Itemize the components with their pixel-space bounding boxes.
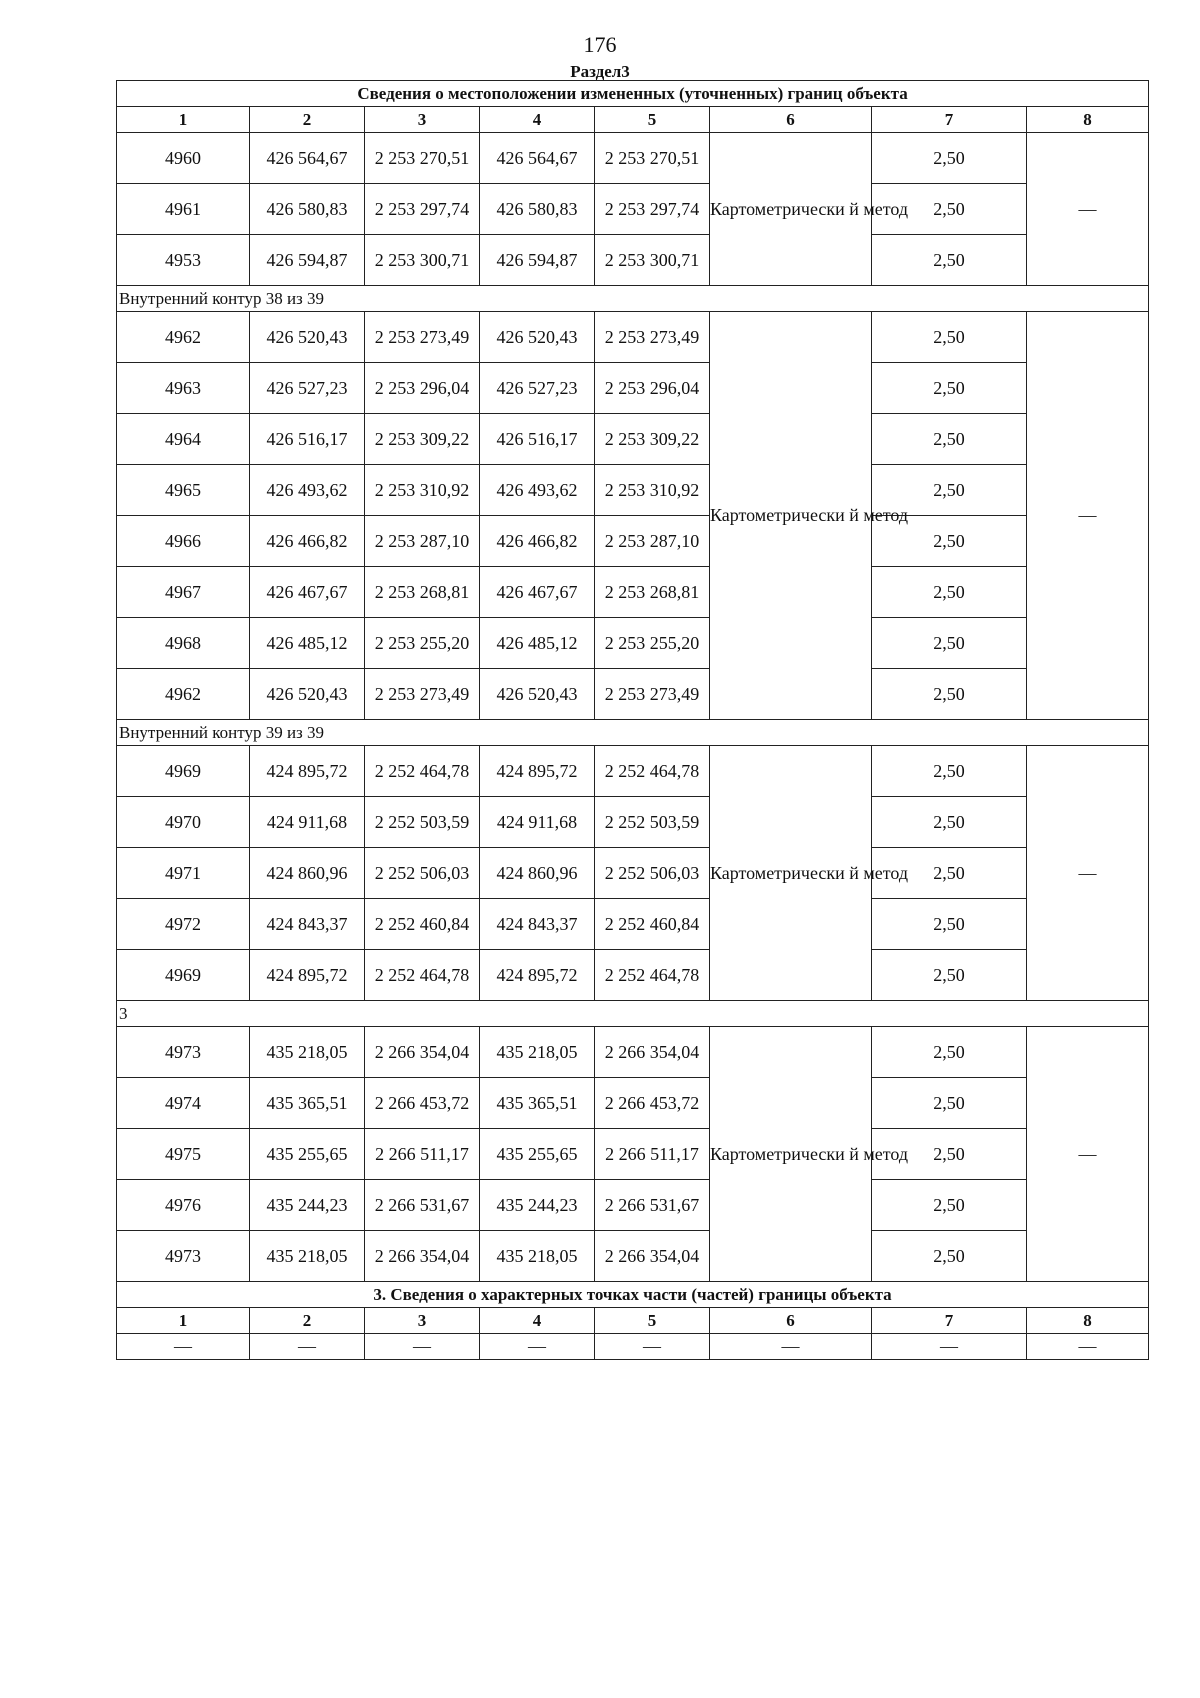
coordinate-cell: 2 253 268,81 (365, 567, 480, 618)
column-header: 3 (365, 1308, 480, 1334)
column-header: 5 (595, 107, 710, 133)
method-cell: Картометрически й метод (710, 746, 872, 1001)
coordinate-cell: 2 253 273,49 (365, 669, 480, 720)
accuracy-cell: 2,50 (872, 669, 1027, 720)
coordinate-cell: 426 467,67 (480, 567, 595, 618)
coordinate-cell: 426 594,87 (250, 235, 365, 286)
accuracy-cell: 2,50 (872, 567, 1027, 618)
coordinate-cell: 2 253 273,49 (595, 669, 710, 720)
coordinate-cell: 2 266 354,04 (365, 1027, 480, 1078)
table-row (117, 1129, 1149, 1180)
table-row (117, 465, 1149, 516)
coordinate-cell: 426 493,62 (250, 465, 365, 516)
column-header: 8 (1027, 107, 1149, 133)
coordinate-cell: 424 860,96 (480, 848, 595, 899)
coordinate-cell: 426 516,17 (480, 414, 595, 465)
accuracy-cell: 2,50 (872, 133, 1027, 184)
coordinate-cell: 426 485,12 (250, 618, 365, 669)
coordinate-cell: 2 266 453,72 (595, 1078, 710, 1129)
point-number: 4970 (117, 797, 250, 848)
coordinate-cell: 426 564,67 (480, 133, 595, 184)
point-number: 4962 (117, 669, 250, 720)
dash-cell: — (250, 1334, 365, 1360)
accuracy-cell: 2,50 (872, 516, 1027, 567)
coordinate-cell: 2 253 270,51 (595, 133, 710, 184)
table-row (117, 1078, 1149, 1129)
coordinate-cell: 426 520,43 (480, 312, 595, 363)
coordinate-cell: 435 218,05 (250, 1027, 365, 1078)
coordinate-cell: 2 266 354,04 (365, 1231, 480, 1282)
coordinate-cell: 2 252 460,84 (595, 899, 710, 950)
column-header: 1 (117, 1308, 250, 1334)
coordinate-cell: 435 218,05 (250, 1231, 365, 1282)
coordinate-cell: 2 266 354,04 (595, 1027, 710, 1078)
point-number: 4964 (117, 414, 250, 465)
contour-label-row (117, 720, 1149, 746)
coordinate-cell: 2 253 273,49 (595, 312, 710, 363)
accuracy-cell: 2,50 (872, 950, 1027, 1001)
point-number: 4969 (117, 746, 250, 797)
table-row (117, 235, 1149, 286)
column-header-row (117, 107, 1149, 133)
contour-label: Внутренний контур 38 из 39 (117, 286, 1149, 312)
method-cell: Картометрически й метод (710, 133, 872, 286)
coordinate-cell: 426 520,43 (250, 669, 365, 720)
coordinate-cell: 2 253 287,10 (595, 516, 710, 567)
coordinate-cell: 2 252 464,78 (595, 950, 710, 1001)
coordinate-cell: 2 252 506,03 (365, 848, 480, 899)
coordinate-cell: 424 843,37 (250, 899, 365, 950)
col8-cell: — (1027, 746, 1149, 1001)
coordinate-cell: 2 253 300,71 (595, 235, 710, 286)
accuracy-cell: 2,50 (872, 1231, 1027, 1282)
point-number: 4960 (117, 133, 250, 184)
coordinate-cell: 426 485,12 (480, 618, 595, 669)
coordinate-cell: 426 527,23 (250, 363, 365, 414)
coordinate-cell: 426 527,23 (480, 363, 595, 414)
dash-cell: — (365, 1334, 480, 1360)
point-number: 4973 (117, 1027, 250, 1078)
coordinate-cell: 435 218,05 (480, 1027, 595, 1078)
coordinate-cell: 435 365,51 (250, 1078, 365, 1129)
accuracy-cell: 2,50 (872, 363, 1027, 414)
coordinate-cell: 2 253 309,22 (365, 414, 480, 465)
coordinate-cell: 2 253 296,04 (595, 363, 710, 414)
table-row (117, 567, 1149, 618)
point-number: 4953 (117, 235, 250, 286)
section3-header-row (117, 1308, 1149, 1334)
accuracy-cell: 2,50 (872, 184, 1027, 235)
coordinate-cell: 2 252 464,78 (365, 950, 480, 1001)
coordinate-cell: 2 266 531,67 (365, 1180, 480, 1231)
coordinate-cell: 426 520,43 (480, 669, 595, 720)
accuracy-cell: 2,50 (872, 414, 1027, 465)
coordinate-cell: 426 467,67 (250, 567, 365, 618)
coordinate-cell: 424 911,68 (480, 797, 595, 848)
point-number: 4966 (117, 516, 250, 567)
method-cell: Картометрически й метод (710, 1027, 872, 1282)
coordinate-cell: 424 843,37 (480, 899, 595, 950)
accuracy-cell: 2,50 (872, 1027, 1027, 1078)
table-row (117, 312, 1149, 363)
coordinate-cell: 2 266 354,04 (595, 1231, 710, 1282)
coordinate-cell: 426 564,67 (250, 133, 365, 184)
accuracy-cell: 2,50 (872, 312, 1027, 363)
coordinate-cell: 435 255,65 (250, 1129, 365, 1180)
column-header: 8 (1027, 1308, 1149, 1334)
point-number: 4962 (117, 312, 250, 363)
coordinate-cell: 2 253 300,71 (365, 235, 480, 286)
coordinate-cell: 2 266 511,17 (595, 1129, 710, 1180)
table-row (117, 1231, 1149, 1282)
coordinate-cell: 2 266 531,67 (595, 1180, 710, 1231)
accuracy-cell: 2,50 (872, 899, 1027, 950)
section3-row (117, 1334, 1149, 1360)
coordinate-cell: 435 365,51 (480, 1078, 595, 1129)
point-number: 4963 (117, 363, 250, 414)
coordinate-cell: 2 252 503,59 (595, 797, 710, 848)
dash-cell: — (710, 1334, 872, 1360)
coordinate-cell: 424 911,68 (250, 797, 365, 848)
table-row (117, 848, 1149, 899)
section-label: Раздел3 (570, 62, 630, 81)
point-number: 4975 (117, 1129, 250, 1180)
coordinate-cell: 424 895,72 (480, 746, 595, 797)
table-row (117, 618, 1149, 669)
table-row (117, 414, 1149, 465)
coordinate-cell: 2 253 287,10 (365, 516, 480, 567)
contour-label: Внутренний контур 39 из 39 (117, 720, 1149, 746)
dash-cell: — (1027, 1334, 1149, 1360)
column-header: 4 (480, 107, 595, 133)
dash-cell: — (595, 1334, 710, 1360)
table-row (117, 950, 1149, 1001)
coordinate-cell: 2 252 506,03 (595, 848, 710, 899)
table-row (117, 797, 1149, 848)
point-number: 4961 (117, 184, 250, 235)
coordinate-cell: 2 253 296,04 (365, 363, 480, 414)
contour-label-row (117, 286, 1149, 312)
coordinate-cell: 426 580,83 (480, 184, 595, 235)
point-number: 4969 (117, 950, 250, 1001)
coordinate-cell: 2 266 453,72 (365, 1078, 480, 1129)
coordinate-cell: 2 253 310,92 (365, 465, 480, 516)
coordinate-cell: 2 253 297,74 (595, 184, 710, 235)
dash-cell: — (117, 1334, 250, 1360)
col8-cell: — (1027, 1027, 1149, 1282)
coordinate-cell: 424 895,72 (250, 746, 365, 797)
accuracy-cell: 2,50 (872, 746, 1027, 797)
coordinate-cell: 2 252 464,78 (365, 746, 480, 797)
coordinate-cell: 435 244,23 (250, 1180, 365, 1231)
accuracy-cell: 2,50 (872, 465, 1027, 516)
column-header: 4 (480, 1308, 595, 1334)
coordinate-cell: 2 253 255,20 (595, 618, 710, 669)
section3-title: 3. Сведения о характерных точках части (частей) границы объекта (117, 1282, 1149, 1308)
coordinate-cell: 2 253 297,74 (365, 184, 480, 235)
coordinate-cell: 426 516,17 (250, 414, 365, 465)
accuracy-cell: 2,50 (872, 618, 1027, 669)
col8-cell: — (1027, 312, 1149, 720)
point-number: 4967 (117, 567, 250, 618)
accuracy-cell: 2,50 (872, 797, 1027, 848)
coordinate-cell: 426 466,82 (480, 516, 595, 567)
page-number: 176 (583, 32, 617, 57)
coordinate-cell: 426 594,87 (480, 235, 595, 286)
coordinate-cell: 2 252 503,59 (365, 797, 480, 848)
table-row (117, 363, 1149, 414)
coordinate-cell: 2 253 255,20 (365, 618, 480, 669)
column-header: 2 (250, 1308, 365, 1334)
table-row (117, 1180, 1149, 1231)
point-number: 4972 (117, 899, 250, 950)
method-cell: Картометрически й метод (710, 312, 872, 720)
point-number: 4965 (117, 465, 250, 516)
coordinate-cell: 2 252 464,78 (595, 746, 710, 797)
col8-cell: — (1027, 133, 1149, 286)
table-row (117, 899, 1149, 950)
coordinate-cell: 2 253 310,92 (595, 465, 710, 516)
accuracy-cell: 2,50 (872, 1078, 1027, 1129)
point-number: 4976 (117, 1180, 250, 1231)
coordinate-cell: 424 895,72 (480, 950, 595, 1001)
column-header: 7 (872, 107, 1027, 133)
coordinate-cell: 2 252 460,84 (365, 899, 480, 950)
contour-label: 3 (117, 1001, 1149, 1027)
dash-cell: — (480, 1334, 595, 1360)
table-row (117, 1027, 1149, 1078)
coordinate-cell: 426 580,83 (250, 184, 365, 235)
column-header: 7 (872, 1308, 1027, 1334)
column-header: 6 (710, 107, 872, 133)
point-number: 4968 (117, 618, 250, 669)
coordinate-cell: 426 520,43 (250, 312, 365, 363)
coordinate-cell: 424 860,96 (250, 848, 365, 899)
coordinate-cell: 435 244,23 (480, 1180, 595, 1231)
accuracy-cell: 2,50 (872, 1180, 1027, 1231)
accuracy-cell: 2,50 (872, 235, 1027, 286)
point-number: 4974 (117, 1078, 250, 1129)
coordinate-cell: 2 253 270,51 (365, 133, 480, 184)
coordinate-cell: 2 253 273,49 (365, 312, 480, 363)
table-row (117, 133, 1149, 184)
accuracy-cell: 2,50 (872, 848, 1027, 899)
dash-cell: — (872, 1334, 1027, 1360)
contour-label-row (117, 1001, 1149, 1027)
column-header: 2 (250, 107, 365, 133)
table-row (117, 746, 1149, 797)
coordinate-cell: 2 253 268,81 (595, 567, 710, 618)
coordinate-cell: 435 255,65 (480, 1129, 595, 1180)
column-header: 5 (595, 1308, 710, 1334)
column-header: 6 (710, 1308, 872, 1334)
boundary-table (116, 80, 1149, 1360)
table-row (117, 516, 1149, 567)
table-row (117, 184, 1149, 235)
table-title: Сведения о местоположении измененных (уточненных) границ объекта (117, 81, 1149, 107)
accuracy-cell: 2,50 (872, 1129, 1027, 1180)
column-header: 1 (117, 107, 250, 133)
point-number: 4973 (117, 1231, 250, 1282)
coordinate-cell: 426 466,82 (250, 516, 365, 567)
coordinate-cell: 435 218,05 (480, 1231, 595, 1282)
coordinate-cell: 426 493,62 (480, 465, 595, 516)
column-header: 3 (365, 107, 480, 133)
table-row (117, 669, 1149, 720)
coordinate-cell: 2 266 511,17 (365, 1129, 480, 1180)
coordinate-cell: 2 253 309,22 (595, 414, 710, 465)
coordinate-cell: 424 895,72 (250, 950, 365, 1001)
point-number: 4971 (117, 848, 250, 899)
